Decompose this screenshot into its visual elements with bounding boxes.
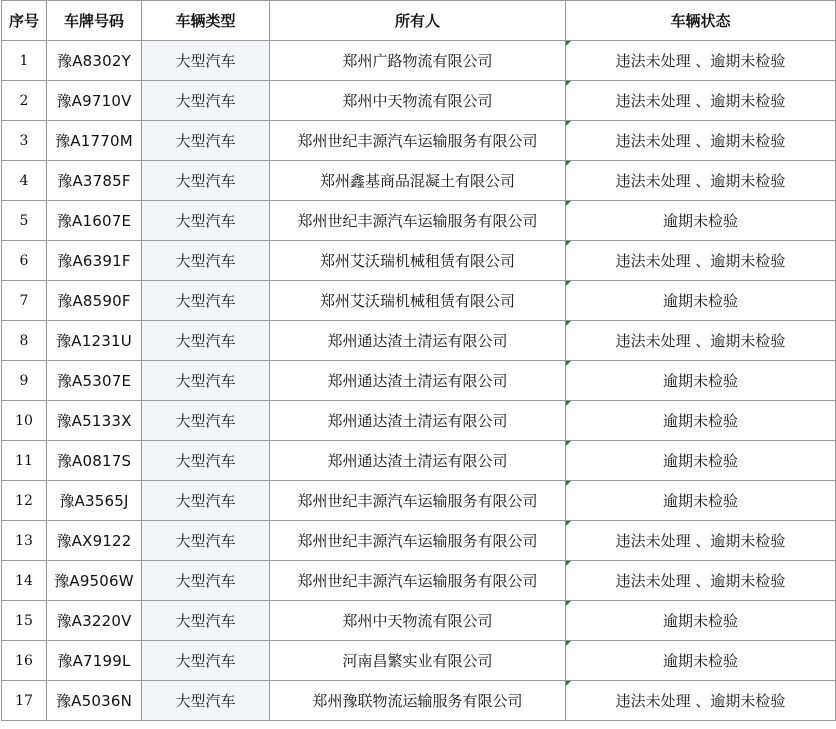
table-row xyxy=(2,41,836,81)
cell-status: 违法未处理 、逾期未检验 xyxy=(566,81,836,121)
cell-status: 逾期未检验 xyxy=(566,601,836,641)
cell-owner: 郑州通达渣土清运有限公司 xyxy=(270,401,566,441)
table-row xyxy=(2,521,836,561)
table-row xyxy=(2,361,836,401)
cell-owner: 郑州世纪丰源汽车运输服务有限公司 xyxy=(270,121,566,161)
cell-status: 逾期未检验 xyxy=(566,481,836,521)
cell-plate: 豫A7199L xyxy=(47,641,142,681)
cell-plate: 豫A5036N xyxy=(47,681,142,721)
cell-index: 15 xyxy=(2,601,47,641)
cell-owner: 郑州广路物流有限公司 xyxy=(270,41,566,81)
table-row xyxy=(2,601,836,641)
cell-owner: 郑州世纪丰源汽车运输服务有限公司 xyxy=(270,521,566,561)
cell-plate: 豫A1607E xyxy=(47,201,142,241)
cell-status: 逾期未检验 xyxy=(566,281,836,321)
cell-owner: 郑州鑫基商品混凝土有限公司 xyxy=(270,161,566,201)
cell-vehicle-type: 大型汽车 xyxy=(142,561,270,601)
table-row xyxy=(2,641,836,681)
table-row xyxy=(2,561,836,601)
cell-owner: 郑州中天物流有限公司 xyxy=(270,601,566,641)
cell-owner: 郑州艾沃瑞机械租赁有限公司 xyxy=(270,241,566,281)
table-row xyxy=(2,481,836,521)
cell-plate: 豫AX9122 xyxy=(47,521,142,561)
cell-owner: 郑州世纪丰源汽车运输服务有限公司 xyxy=(270,201,566,241)
cell-vehicle-type: 大型汽车 xyxy=(142,161,270,201)
cell-owner: 郑州通达渣土清运有限公司 xyxy=(270,321,566,361)
cell-index: 17 xyxy=(2,681,47,721)
cell-vehicle-type: 大型汽车 xyxy=(142,641,270,681)
cell-plate: 豫A1770M xyxy=(47,121,142,161)
cell-index: 5 xyxy=(2,201,47,241)
table-row xyxy=(2,81,836,121)
cell-vehicle-type: 大型汽车 xyxy=(142,681,270,721)
cell-vehicle-type: 大型汽车 xyxy=(142,121,270,161)
cell-index: 12 xyxy=(2,481,47,521)
cell-owner: 郑州艾沃瑞机械租赁有限公司 xyxy=(270,281,566,321)
cell-vehicle-type: 大型汽车 xyxy=(142,201,270,241)
cell-index: 14 xyxy=(2,561,47,601)
cell-status: 违法未处理 、逾期未检验 xyxy=(566,121,836,161)
cell-index: 10 xyxy=(2,401,47,441)
cell-index: 16 xyxy=(2,641,47,681)
header-plate: 车牌号码 xyxy=(47,1,142,41)
cell-vehicle-type: 大型汽车 xyxy=(142,241,270,281)
table-row xyxy=(2,681,836,721)
cell-status: 违法未处理 、逾期未检验 xyxy=(566,241,836,281)
cell-owner: 郑州世纪丰源汽车运输服务有限公司 xyxy=(270,481,566,521)
cell-index: 11 xyxy=(2,441,47,481)
cell-owner: 郑州通达渣土清运有限公司 xyxy=(270,441,566,481)
cell-status: 违法未处理 、逾期未检验 xyxy=(566,521,836,561)
cell-index: 1 xyxy=(2,41,47,81)
cell-plate: 豫A0817S xyxy=(47,441,142,481)
cell-owner: 郑州中天物流有限公司 xyxy=(270,81,566,121)
cell-index: 9 xyxy=(2,361,47,401)
table-row xyxy=(2,201,836,241)
cell-index: 7 xyxy=(2,281,47,321)
cell-vehicle-type: 大型汽车 xyxy=(142,521,270,561)
cell-index: 6 xyxy=(2,241,47,281)
cell-vehicle-type: 大型汽车 xyxy=(142,401,270,441)
header-index: 序号 xyxy=(2,1,47,41)
header-status: 车辆状态 xyxy=(566,1,836,41)
table-row xyxy=(2,281,836,321)
cell-plate: 豫A5133X xyxy=(47,401,142,441)
cell-plate: 豫A3785F xyxy=(47,161,142,201)
table-body xyxy=(2,41,836,721)
cell-status: 逾期未检验 xyxy=(566,401,836,441)
cell-index: 8 xyxy=(2,321,47,361)
vehicle-table xyxy=(1,0,836,721)
cell-status: 逾期未检验 xyxy=(566,201,836,241)
cell-status: 违法未处理 、逾期未检验 xyxy=(566,161,836,201)
cell-vehicle-type: 大型汽车 xyxy=(142,81,270,121)
header-owner: 所有人 xyxy=(270,1,566,41)
table-row xyxy=(2,441,836,481)
cell-vehicle-type: 大型汽车 xyxy=(142,441,270,481)
cell-plate: 豫A9506W xyxy=(47,561,142,601)
cell-status: 逾期未检验 xyxy=(566,441,836,481)
cell-vehicle-type: 大型汽车 xyxy=(142,41,270,81)
cell-vehicle-type: 大型汽车 xyxy=(142,601,270,641)
cell-owner: 郑州通达渣土清运有限公司 xyxy=(270,361,566,401)
cell-status: 违法未处理 、逾期未检验 xyxy=(566,681,836,721)
cell-plate: 豫A8590F xyxy=(47,281,142,321)
cell-index: 4 xyxy=(2,161,47,201)
cell-index: 2 xyxy=(2,81,47,121)
cell-vehicle-type: 大型汽车 xyxy=(142,281,270,321)
table-row xyxy=(2,161,836,201)
cell-plate: 豫A9710V xyxy=(47,81,142,121)
table-row xyxy=(2,241,836,281)
table-row xyxy=(2,321,836,361)
cell-vehicle-type: 大型汽车 xyxy=(142,361,270,401)
table-row xyxy=(2,401,836,441)
header-row xyxy=(2,1,836,41)
cell-plate: 豫A3220V xyxy=(47,601,142,641)
cell-plate: 豫A5307E xyxy=(47,361,142,401)
cell-vehicle-type: 大型汽车 xyxy=(142,481,270,521)
cell-status: 违法未处理 、逾期未检验 xyxy=(566,321,836,361)
cell-status: 违法未处理 、逾期未检验 xyxy=(566,561,836,601)
cell-plate: 豫A3565J xyxy=(47,481,142,521)
cell-status: 违法未处理 、逾期未检验 xyxy=(566,41,836,81)
cell-vehicle-type: 大型汽车 xyxy=(142,321,270,361)
cell-status: 逾期未检验 xyxy=(566,641,836,681)
cell-index: 3 xyxy=(2,121,47,161)
table-row xyxy=(2,121,836,161)
cell-plate: 豫A1231U xyxy=(47,321,142,361)
cell-index: 13 xyxy=(2,521,47,561)
cell-plate: 豫A6391F xyxy=(47,241,142,281)
cell-owner: 河南昌繁实业有限公司 xyxy=(270,641,566,681)
cell-status: 逾期未检验 xyxy=(566,361,836,401)
cell-owner: 郑州世纪丰源汽车运输服务有限公司 xyxy=(270,561,566,601)
cell-plate: 豫A8302Y xyxy=(47,41,142,81)
cell-owner: 郑州豫联物流运输服务有限公司 xyxy=(270,681,566,721)
header-vehicle-type: 车辆类型 xyxy=(142,1,270,41)
